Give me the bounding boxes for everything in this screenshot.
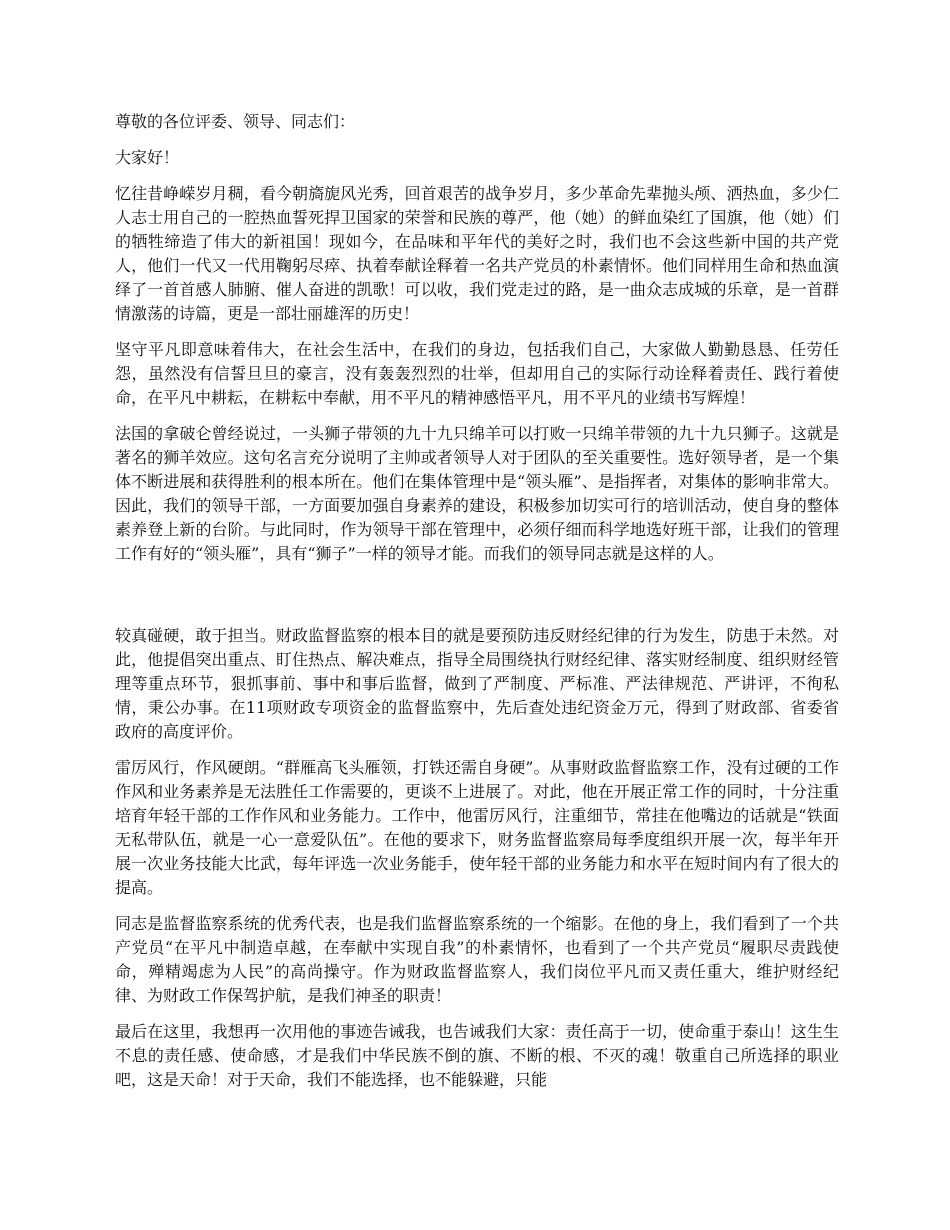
greeting: 大家好！ [115, 148, 180, 167]
paragraph-closing: 最后在这里，我想再一次用他的事迹告诫我，也告诫我们大家：责任高于一切，使命重于泰山！这生生不息的责任感、使命感，才是我们中华民族不倒的旗、不断的根、不灭的魂！敬重自己所选择的职业吧，这是天命！对于天命，我们不能选择，也不能躲避，只能 [115, 1022, 839, 1089]
paragraph-ordinary: 坚守平凡即意味着伟大，在社会生活中，在我们的身边，包括我们自己，大家做人勤勤恳恳、任劳任怨，虽然没有信誓旦旦的豪言，没有轰轰烈烈的壮举，但却用自己的实际行动诠释着责任、践行着使命，在平凡中耕耘，在耕耘中奉献，用不平凡的精神感悟平凡，用不平凡的业绩书写辉煌！ [115, 340, 839, 407]
paragraph-supervision: 较真碰硬，敢于担当。财政监督监察的根本目的就是要预防违反财经纪律的行为发生，防患于未然。对此，他提倡突出重点、盯住热点、解决难点，指导全局围绕执行财经纪律、落实财经制度、组织财经管理等重点环节，狠抓事前、事中和事后监督，做到了严制度、严标准、严法律规范、严讲评，不徇私情，秉公办事。在11项财政专项资金的监督监察中，先后查处违纪资金万元，得到了财政部、省委省政府的高度评价。 [115, 626, 839, 741]
paragraph-history: 忆往昔峥嵘岁月稠，看今朝旖旎风光秀，回首艰苦的战争岁月，多少革命先辈抛头颅、洒热血，多少仁人志士用自己的一腔热血誓死捍卫国家的荣誉和民族的尊严，他（她）的鲜血染红了国旗，他（她）们的牺牲缔造了伟大的新祖国！现如今，在品味和平年代的美好之时，我们也不会这些新中国的共产党人，他们一代又一代用鞠躬尽瘁、执着奉献诠释着一名共产党员的朴素情怀。他们同样用生命和热血演绎了一首首感人肺腑、催人奋进的凯歌！可以收，我们党走过的路，是一曲众志成城的乐章，是一首群情激荡的诗篇，更是一部壮丽雄浑的历史！ [115, 184, 839, 323]
paragraph-representative: 同志是监督监察系统的优秀代表，也是我们监督监察系统的一个缩影。在他的身上，我们看到了一个共产党员“在平凡中制造卓越，在奉献中实现自我”的朴素情怀，也看到了一个共产党员“履职尽责践使命，殚精竭虑为人民”的高尚操守。作为财政监督监察人，我们岗位平凡而又责任重大，维护财经纪律、为财政工作保驾护航，是我们神圣的职责！ [115, 914, 839, 1005]
paragraph-work-style: 雷厉风行，作风硬朗。“群雁高飞头雁领，打铁还需自身硬”。从事财政监督监察工作，没有过硬的工作作风和业务素养是无法胜任工作需要的，更谈不上进展了。对此，他在开展正常工作的同时，十分注重培育年轻干部的工作作风和业务能力。工作中，他雷厉风行，注重细节，常挂在他嘴边的话就是“铁面无私带队伍，就是一心一意爱队伍”。在他的要求下，财务监督监察局每季度组织开展一次，每半年开展一次业务技能大比武，每年评选一次业务能手，使年轻干部的业务能力和水平在短时间内有了很大的提高。 [115, 758, 839, 897]
document-body [115, 110, 839, 1104]
paragraph-leadership: 法国的拿破仑曾经说过，一头狮子带领的九十九只绵羊可以打败一只绵羊带领的九十九只狮子。这就是著名的狮羊效应。这句名言充分说明了主帅或者领导人对于团队的至关重要性。选好领导者，是一个集体不断进展和获得胜利的根本所在。他们在集体管理中是“领头雁”、是指挥者，对集体的影响非常大。因此，我们的领导干部，一方面要加强自身素养的建设，积极参加切实可行的培训活动，使自身的整体素养登上新的台阶。与此同时，作为领导干部在管理中，必须仔细而科学地选好班干部，让我们的管理工作有好的“领头雁”，具有“狮子”一样的领导才能。而我们的领导同志就是这样的人。 [115, 424, 839, 563]
section-gap [115, 578, 839, 624]
salutation: 尊敬的各位评委、领导、同志们： [115, 112, 356, 131]
